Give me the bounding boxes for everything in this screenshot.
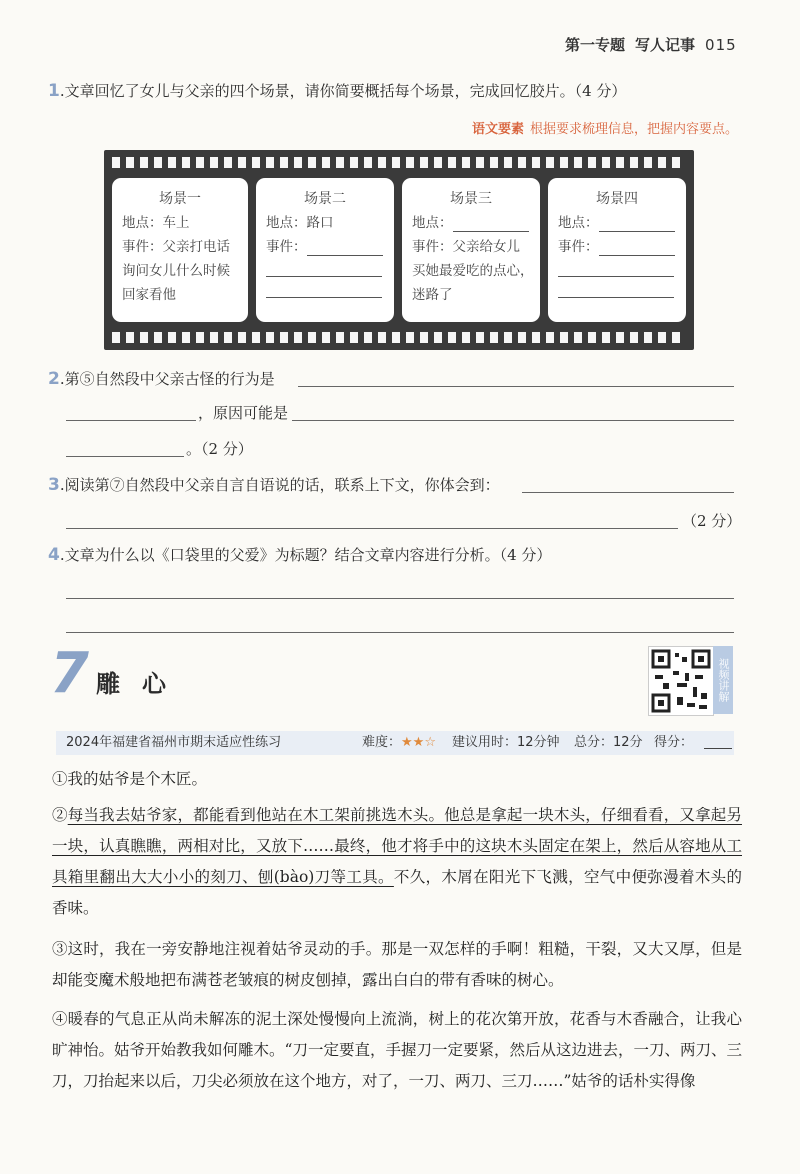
answer-line[interactable] [558,256,674,277]
video-tag[interactable]: 视频讲解 [713,646,733,714]
frame-place: 地点： [558,215,599,231]
film-frame-3 [402,178,540,322]
answer-line[interactable] [292,402,734,421]
film-frame-1 [112,178,248,322]
header-topic: 写人记事 [635,36,696,54]
film-strip [104,150,694,350]
frame-place: 地点：车上 [122,215,190,231]
answer-line[interactable] [66,510,678,529]
frame-event: 事件：父亲给女儿 [412,239,520,255]
score-blank[interactable] [704,748,732,749]
q2-end-text: 。（2 分） [186,440,253,458]
paragraph-2-number: ② [52,806,68,824]
question-2 [48,368,275,389]
info-bar [56,731,734,755]
frame-event: 事件： [266,239,307,255]
frame-event-line2: 询问女儿什么时候 [122,263,230,279]
question-3 [48,474,500,495]
question-text: .文章为什么以《口袋里的父爱》为标题？结合文章内容进行分析。（4 分） [59,546,552,564]
difficulty-label: 难度： [362,735,402,750]
page-number: 015 [705,36,737,54]
film-frame-4 [548,178,686,322]
source-text: 2024年福建省福州市期末适应性练习 [66,735,282,750]
question-text: .文章回忆了女儿与父亲的四个场景，请你简要概括每个场景，完成回忆胶片。（4 分） [59,82,627,100]
answer-line[interactable] [266,256,382,277]
frame-event-line3: 回家看他 [122,287,176,303]
qr-code[interactable] [648,646,714,716]
film-frame-2 [256,178,394,322]
paragraph-2-rest: 不久，木屑在阳光下飞溅，空气中便弥漫着木头的香味。 [52,868,742,917]
frame-place-row [412,214,540,232]
hint-text: 根据要求梳理信息，把握内容要点。 [529,122,738,137]
paragraph-3: ③这时，我在一旁安静地注视着姑爷灵动的手。那是一双怎样的手啊！粗糙，干裂，又大又厚，但是却能变魔术般地把布满苍老皱痕的树皮刨掉，露出白白的带有香味的树心。 [52,940,742,989]
frame-event-line2: 买她最爱吃的点心， [412,263,534,279]
film-holes-bottom [112,332,686,343]
frame-title: 场景四 [596,191,638,207]
answer-blank[interactable] [599,217,675,232]
question-4 [48,544,551,565]
question-text: .第⑤自然段中父亲古怪的行为是 [59,370,275,388]
hint-label: 语文要素 [471,122,524,137]
answer-line[interactable] [266,277,382,298]
answer-blank[interactable] [599,241,675,256]
question-1 [48,80,626,101]
lesson-title: 雕心 [96,670,188,698]
lesson-number: 7 [50,641,89,706]
frame-title: 场景二 [304,191,346,207]
frame-event-row [558,238,686,256]
qr-code-icon [649,647,713,715]
frame-event: 事件：父亲打电话 [122,239,230,255]
page-header [565,34,737,55]
answer-line[interactable] [298,368,734,387]
question-number: 4 [48,545,60,565]
answer-line[interactable] [522,474,734,493]
answer-line[interactable] [558,277,674,298]
q2-mid-text: ，原因可能是 [198,404,289,422]
difficulty-stars: ★★☆ [401,735,436,750]
film-holes-top [112,157,686,168]
frame-place-row [558,214,686,232]
frame-event-line3: 迷路了 [412,287,453,303]
answer-blank[interactable] [307,241,383,256]
answer-line[interactable] [66,598,734,599]
answer-line[interactable] [66,632,734,633]
frame-event: 事件： [558,239,599,255]
frame-title: 场景一 [159,191,201,207]
frame-place: 地点：路口 [266,215,334,231]
difficulty [362,731,436,755]
question-number: 1 [48,81,60,101]
answer-blank[interactable] [453,217,529,232]
frame-title: 场景三 [450,191,492,207]
suggested-time: 建议用时：12分钟 [452,735,560,750]
paragraph-2-underlined: 每当我去姑爷家，都能看到他站在木工架前挑选木头。他总是拿起一块木头，仔细看看，又拿起另一块，认真瞧瞧，两相对比，又放下……最终，他才将手中的这块木头固定在架上，然后从容地从工具箱里翻出大大小小的刻刀、刨(bào)刀等工具。 [52,806,742,886]
question-number: 3 [48,475,60,495]
paragraph-4: ④暖春的气息正从尚未解冻的泥土深处慢慢向上流淌，树上的花次第开放，花香与木香融合，让我心旷神怡。姑爷开始教我如何雕木。“刀一定要直，手握刀一定要紧，然后从这边进去，一刀、两刀、三刀，刀抬起来以后，刀尖必须放在这个地方，对了，一刀、两刀、三刀……”姑爷的话朴实得像 [52,1010,742,1090]
hint-bar [472,118,738,137]
total-score: 总分：12分 [574,735,643,750]
q3-end-text: （2 分） [682,512,742,530]
paragraph-2 [52,800,742,924]
score-label: 得分： [654,735,694,750]
paragraph-1: ①我的姑爷是个木匠。 [52,770,208,788]
question-number: 2 [48,369,60,389]
frame-event-row [266,238,394,256]
question-text: .阅读第⑦自然段中父亲自言自语说的话，联系上下文，你体会到： [59,476,500,494]
answer-line[interactable] [66,438,184,457]
answer-line[interactable] [66,402,196,421]
frame-place: 地点： [412,215,453,231]
header-section: 第一专题 [565,36,626,54]
